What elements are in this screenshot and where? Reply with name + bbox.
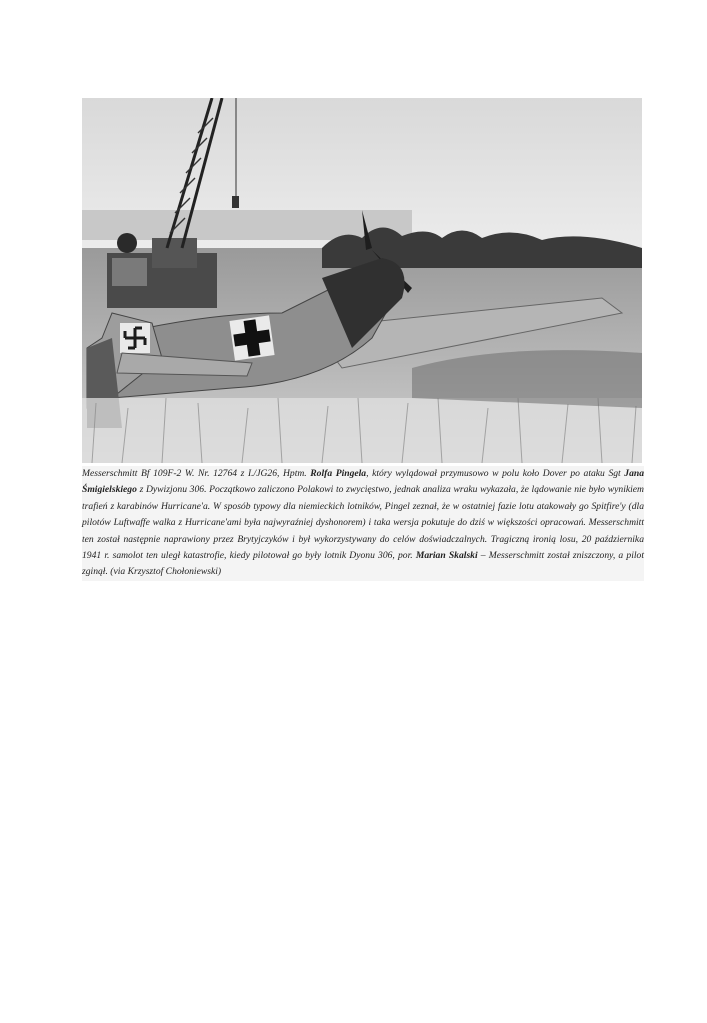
photo-caption xyxy=(82,466,644,581)
aircraft-photo xyxy=(82,98,642,463)
caption-text-3: z Dywizjonu 306. Początkowo zaliczono Polakowi to zwycięstwo, jednak analiza wraku wykazała, że lądowanie nie było wynikiem trafień z karabinów Hurricane'a. W sposób typowy dla niemieckich lotników, Pingel zeznał, że w ostatniej fazie lotu atakowały go Spitfire'y (dla pilotów Luftwaffe walka z Hurricane'ami była najwyraźniej dyshonorem) i taka wersja pokutuje do dziś w większości opracowań. Messerschmitt ten został następnie naprawiony przez Brytyjczyków i był wykorzystywany do celów doświadczalnych. Tragiczną ironią losu, 20 października 1941 r. samolot ten uległ katastrofie, kiedy pilotował go były lotnik Dyonu 306, por. xyxy=(82,484,644,562)
caption-text-2: , który wylądował przymusowo w polu koło Dover po ataku Sgt xyxy=(366,468,625,479)
caption-text-1: Messerschmitt Bf 109F-2 W. Nr. 12764 z I./JG26, Hptm. xyxy=(82,468,311,479)
caption-pilot-name: Rolfa Pingela xyxy=(310,468,367,479)
photo-crashed-aircraft-icon xyxy=(82,98,642,463)
caption-attacker-name: Jana Śmigielskiego xyxy=(82,468,645,496)
caption-last-pilot-name: Marian Skalski xyxy=(415,550,478,562)
caption-text-4: – Messerschmitt został zniszczony, a pilot zginął. (via Krzysztof Chołoniewski) xyxy=(82,550,644,578)
